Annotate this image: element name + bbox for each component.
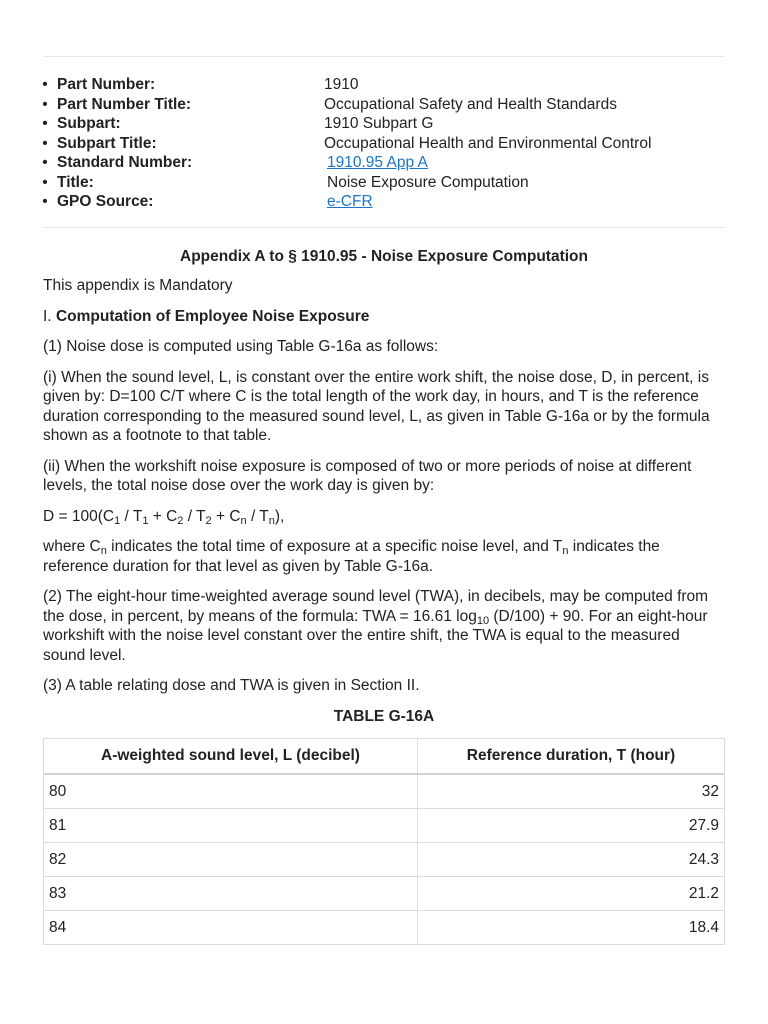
meta-subpart xyxy=(43,114,725,134)
section-divider xyxy=(43,227,725,228)
column-header-reference-duration: Reference duration, T (hour) xyxy=(418,739,725,775)
meta-gpo-source xyxy=(43,192,725,212)
sound-level-cell: 82 xyxy=(44,843,418,877)
paragraph-1-i: (i) When the sound level, L, is constant over the entire work shift, the noise dose, D, in percent, is given by: D=100 C/T where C is the total length of the work day, in hours, and T is the reference duration corresponding to the measured sound level, L, as given in Table G-16a or by the formula shown as a footnote to that table. xyxy=(43,368,710,444)
bullet: • xyxy=(42,76,48,93)
meta-key: Title: xyxy=(57,173,94,191)
table-header-row xyxy=(44,739,725,775)
meta-key: Part Number: xyxy=(57,76,156,93)
meta-standard-number xyxy=(43,153,725,173)
meta-part-number xyxy=(43,75,725,95)
appendix-heading: Appendix A to § 1910.95 - Noise Exposure Computation xyxy=(180,247,588,265)
document xyxy=(43,0,725,945)
sound-level-cell: 84 xyxy=(44,911,418,945)
bullet: • xyxy=(42,134,48,152)
column-header-sound-level: A-weighted sound level, L (decibel) xyxy=(44,739,418,775)
table-g16a xyxy=(43,738,725,945)
duration-cell: 18.4 xyxy=(418,911,725,945)
table-row xyxy=(44,774,725,809)
sound-level-cell: 80 xyxy=(44,774,418,809)
table-row xyxy=(44,843,725,877)
paragraph-3: (3) A table relating dose and TWA is given in Section II. xyxy=(43,677,420,694)
sound-level-cell: 81 xyxy=(44,809,418,843)
duration-cell: 27.9 xyxy=(418,809,725,843)
meta-value: Occupational Safety and Health Standards xyxy=(324,95,617,113)
section-title: Computation of Employee Noise Exposure xyxy=(55,307,370,325)
formula-explanation: where $C_n$ indicates the total time of exposure at a specific noise level, and $T_n$ indicates the reference duration for that level as given by Table G-16a. xyxy=(43,538,660,575)
meta-key: GPO Source: xyxy=(57,193,154,210)
bullet: • xyxy=(42,95,48,113)
meta-title xyxy=(43,173,725,193)
mandatory-note: This appendix is Mandatory xyxy=(43,277,233,294)
duration-cell: 21.2 xyxy=(418,877,725,911)
paragraph-1-ii: (ii) When the workshift noise exposure is composed of two or more periods of noise at different levels, the total noise dose over the work day is given by: xyxy=(43,457,692,494)
meta-key: Subpart Title: xyxy=(57,134,157,152)
dose-formula: $D = 100(C_1 / T_1 + C_2 / T_2 + C_n / T_n)$, xyxy=(43,507,285,527)
paragraph-2: (2) The eight-hour time-weighted average sound level (TWA), in decibels, may be computed from the dose, in percent, by means of the formula: TWA = 16.61 $\log_{10} (D/100) + 90$. For an eight-hour workshift with the noise level constant over the entire shift, the TWA is equal to the measured sound level. xyxy=(43,588,709,664)
meta-value: Noise Exposure Computation xyxy=(327,173,529,191)
meta-key: Part Number Title: xyxy=(57,95,192,113)
meta-key: Subpart: xyxy=(57,115,121,132)
table-title: TABLE G-16A xyxy=(333,707,435,725)
bullet: • xyxy=(42,173,48,191)
metadata-list xyxy=(43,75,725,212)
meta-subpart-title xyxy=(43,134,725,154)
duration-cell: 24.3 xyxy=(418,843,725,877)
sound-level-cell: 83 xyxy=(44,877,418,911)
section-number: I. xyxy=(43,307,52,325)
bullet: • xyxy=(42,115,48,132)
standard-number-link[interactable]: 1910.95 App A xyxy=(327,154,428,171)
section-heading xyxy=(43,307,725,327)
meta-value: 1910 xyxy=(324,76,359,93)
duration-cell: 32 xyxy=(418,774,725,809)
meta-key: Standard Number: xyxy=(57,154,193,171)
table-row xyxy=(44,911,725,945)
table-row xyxy=(44,877,725,911)
table-row xyxy=(44,809,725,843)
gpo-source-link[interactable]: e-CFR xyxy=(327,193,373,210)
meta-value: Occupational Health and Environmental Control xyxy=(324,134,652,152)
meta-value: 1910 Subpart G xyxy=(324,115,434,132)
meta-part-number-title xyxy=(43,95,725,115)
bullet: • xyxy=(42,154,48,171)
bullet: • xyxy=(42,193,48,210)
paragraph-1: (1) Noise dose is computed using Table G-16a as follows: xyxy=(43,338,439,355)
top-divider xyxy=(43,56,725,57)
